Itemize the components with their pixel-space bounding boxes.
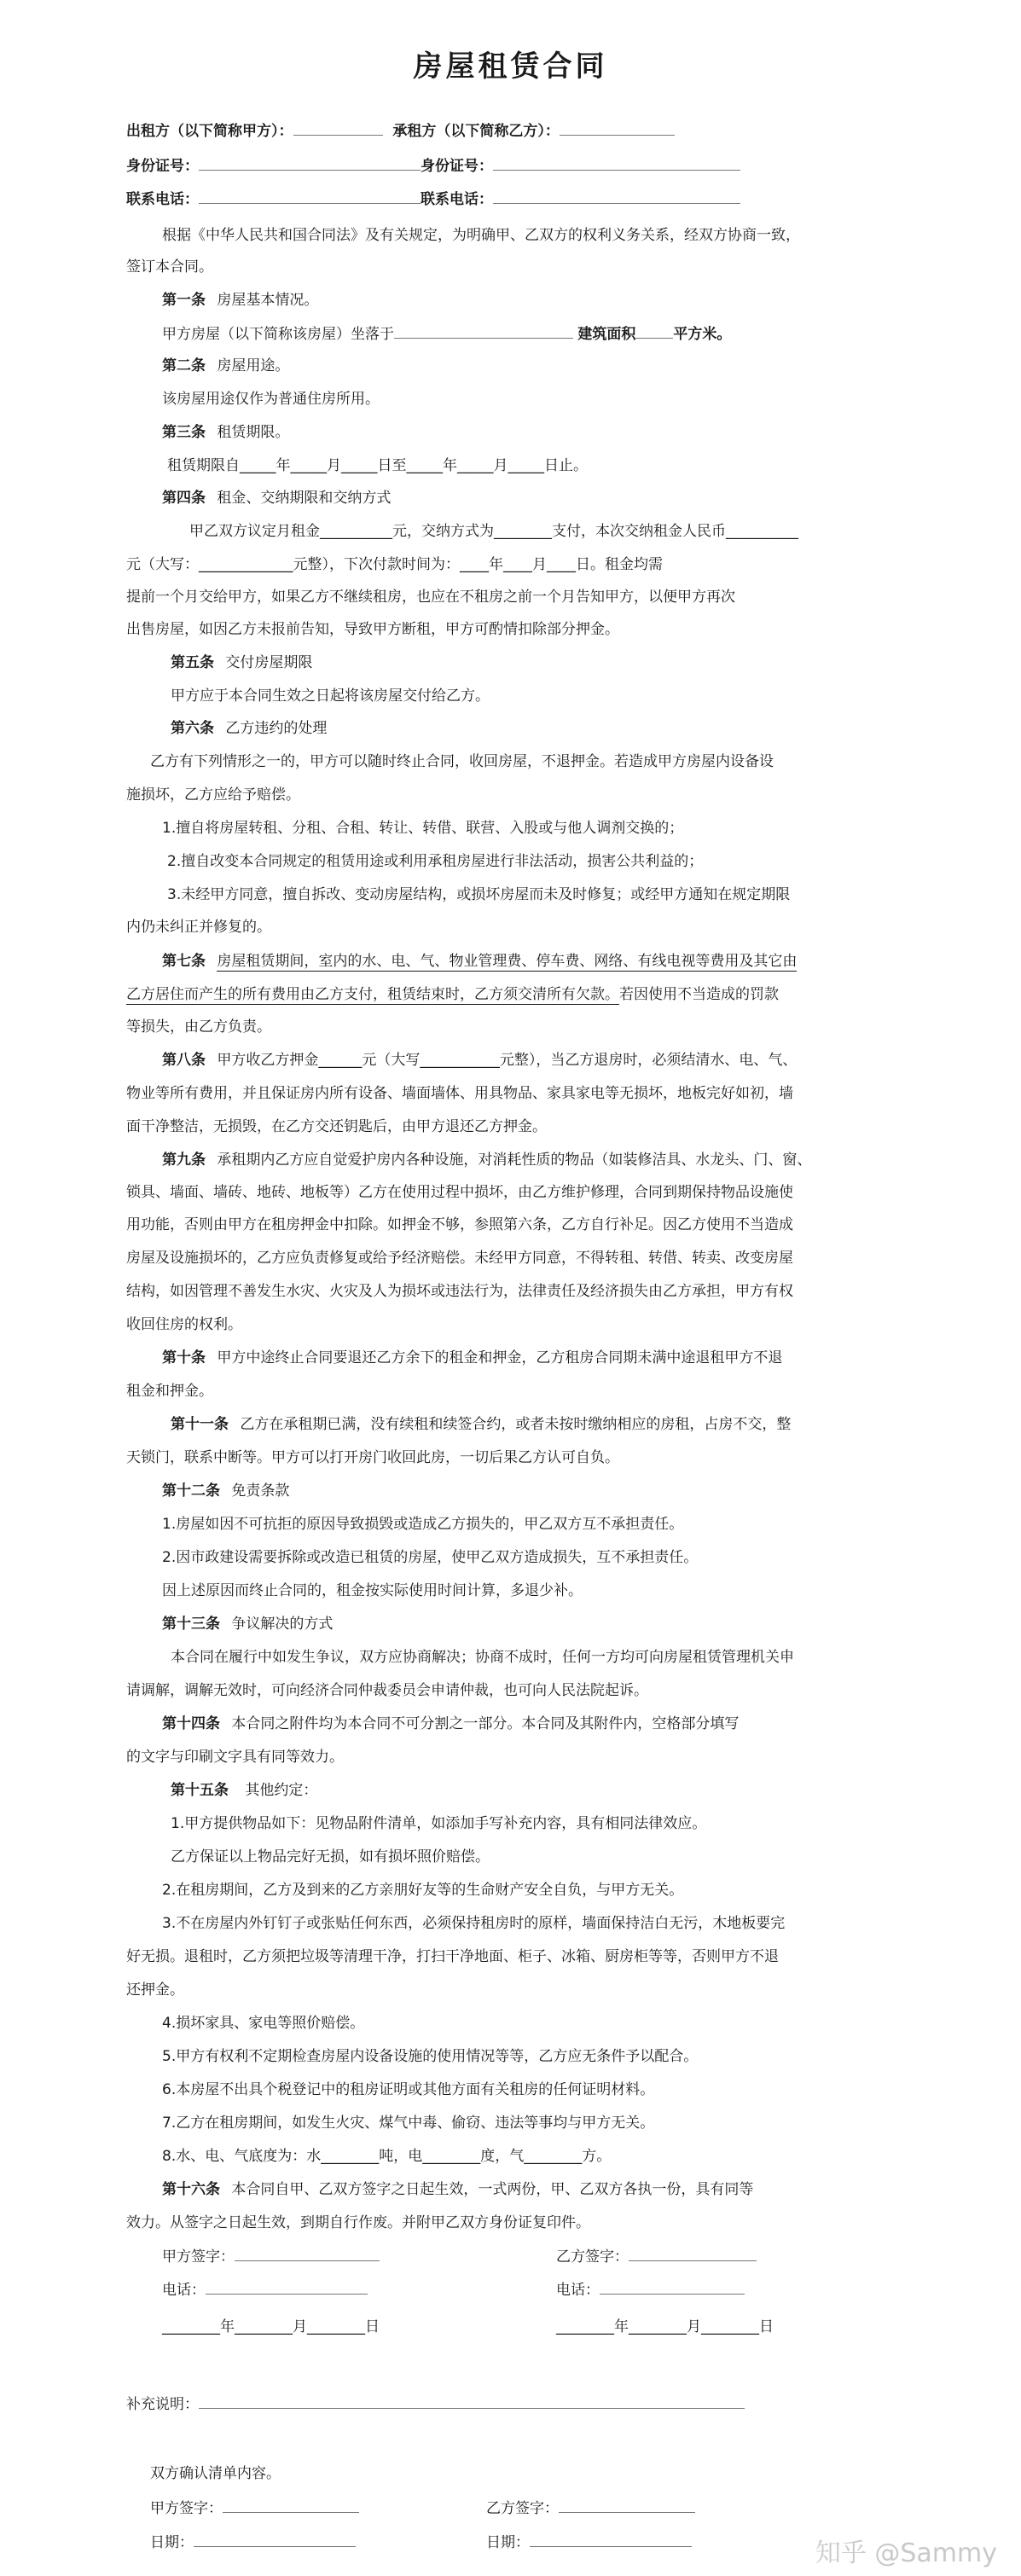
- article-7-line-2: [126, 985, 779, 1005]
- article-2-text: 该房屋用途仅作为普通住房所用。: [162, 391, 380, 408]
- article-4-title: 租金、交纳期限和交纳方式: [217, 490, 392, 507]
- article-14-text-1: 本合同之附件均为本合同不可分割之一部分。本合同及其附件内，空格部分填写: [231, 1715, 740, 1732]
- article-7-number: 第七条: [162, 953, 206, 970]
- article-15-title: 其他约定：: [245, 1782, 318, 1799]
- lessee-blank[interactable]: [560, 121, 675, 136]
- article-7-underlined-1: 房屋租赁期间，室内的水、电、气、物业管理费、停车费、网络、有线电视等费用及其它由: [217, 953, 798, 970]
- confirm-date-b-blank[interactable]: [530, 2532, 692, 2547]
- article-4-line-4: 出售房屋，如因乙方未报前告知，导致甲方断租，甲方可酌情扣除部分押金。: [126, 621, 619, 638]
- article-15-heading: [171, 1781, 317, 1800]
- article-16-line-2: 效力。从签字之日起生效，到期自行作废。并附甲乙双方身份证复印件。: [126, 2214, 590, 2231]
- article-10-number: 第十条: [162, 1349, 206, 1366]
- header-lessor-row: [126, 121, 675, 141]
- party-b-phone-row: [556, 2280, 745, 2300]
- page-title: 房屋租赁合同: [413, 49, 608, 84]
- phone-blank-b[interactable]: [493, 189, 740, 204]
- id-label-b: 身份证号：: [421, 158, 493, 175]
- article-9-text-1: 承租期内乙方应自觉爱护房内各种设施，对消耗性质的物品（如装修洁具、水龙头、门、窗、: [217, 1152, 812, 1169]
- article-9-number: 第九条: [162, 1152, 206, 1169]
- article-15-item-1b: 乙方保证以上物品完好无损，如有损坏照价赔偿。: [171, 1848, 490, 1865]
- confirm-date-a-blank[interactable]: [194, 2532, 356, 2547]
- article-12-number: 第十二条: [162, 1482, 220, 1500]
- party-a-phone-row: [162, 2280, 368, 2300]
- party-a-sign-label: 甲方签字：: [162, 2248, 235, 2266]
- article-11-line-1: [171, 1415, 791, 1434]
- confirm-party-b-row: [486, 2498, 695, 2518]
- article-5-heading: [171, 653, 312, 672]
- supplement-label: 补充说明：: [126, 2396, 199, 2413]
- article-2-number: 第二条: [162, 357, 206, 374]
- article-15-number: 第十五条: [171, 1782, 229, 1799]
- article-14-line-1: [162, 1714, 739, 1733]
- id-label-a: 身份证号：: [126, 158, 199, 175]
- article-4-line-1: 甲乙双方议定月租金__________元，交纳方式为________支付，本次交纳租金人民币__________: [189, 523, 798, 540]
- article-12-heading: [162, 1482, 289, 1500]
- party-b-phone-blank[interactable]: [600, 2280, 745, 2295]
- article-7-rest: 若因使用不当造成的罚款: [619, 986, 779, 1003]
- article-4-number: 第四条: [162, 490, 206, 507]
- article-11-line-2: 天锁门，联系中断等。甲方可以打开房门收回此房，一切后果乙方认可自负。: [126, 1449, 619, 1466]
- article-6-item-3a: 3.未经甲方同意，擅自拆改、变动房屋结构，或损坏房屋而未及时修复；或经甲方通知在规定期限: [167, 886, 791, 903]
- party-b-date: ________年________月________日: [556, 2318, 774, 2335]
- party-a-sign-blank[interactable]: [235, 2247, 380, 2261]
- article-15-item-5: 5.甲方有权利不定期检查房屋内设备设施的使用情况等等，乙方应无条件予以配合。: [162, 2048, 699, 2065]
- article-8-text-1: 甲方收乙方押金______元（大写___________元整），当乙方退房时，必须结清水、电、气、: [217, 1052, 798, 1069]
- confirm-date-b-row: [486, 2532, 692, 2552]
- article-15-item-7: 7.乙方在租房期间，如发生火灾、煤气中毒、偷窃、违法等事均与甲方无关。: [162, 2115, 655, 2132]
- party-a-date: ________年________月________日: [162, 2318, 380, 2335]
- article-3-title: 租赁期限。: [217, 424, 290, 441]
- header-phone-row: [126, 189, 740, 209]
- article-7-line-3: 等损失，由乙方负责。: [126, 1018, 271, 1036]
- area-blank[interactable]: [635, 324, 673, 339]
- article-13-heading: [162, 1615, 333, 1633]
- confirm-party-a-row: [150, 2498, 359, 2518]
- article-6-line-1: 乙方有下列情形之一的，甲方可以随时终止合同，收回房屋，不退押金。若造成甲方房屋内设备设: [150, 753, 774, 770]
- article-1-title: 房屋基本情况。: [217, 292, 319, 309]
- article-7-underlined-2: 乙方居住而产生的所有费用由乙方支付，租赁结束时，乙方须交清所有欠款。: [126, 986, 619, 1003]
- area-unit: 平方米。: [673, 326, 732, 343]
- article-12-item-1: 1.房屋如因不可抗拒的原因导致损毁或造成乙方损失的，甲乙双方互不承担责任。: [162, 1516, 684, 1533]
- article-9-line-3: 用功能，否则由甲方在租房押金中扣除。如押金不够，参照第六条，乙方自行补足。因乙方使用不当造成: [126, 1216, 793, 1233]
- article-15-item-4: 4.损坏家具、家电等照价赔偿。: [162, 2015, 365, 2032]
- article-5-number: 第五条: [171, 654, 214, 671]
- article-3-text: 租赁期限自_____年_____月_____日至_____年_____月_____日止。: [167, 457, 588, 474]
- phone-blank-a[interactable]: [199, 189, 421, 204]
- article-12-item-2: 2.因市政建设需要拆除或改造已租赁的房屋，使甲乙双方造成损失，互不承担责任。: [162, 1549, 699, 1566]
- article-16-number: 第十六条: [162, 2181, 220, 2198]
- article-10-text-1: 甲方中途终止合同要退还乙方余下的租金和押金，乙方租房合同期未满中途退租甲方不退: [217, 1349, 783, 1366]
- phone-label-a: 联系电话：: [126, 191, 199, 208]
- article-6-item-2: 2.擅自改变本合同规定的租赁用途或利用承租房屋进行非法活动，损害公共利益的；: [167, 853, 704, 870]
- article-5-title: 交付房屋期限: [225, 654, 313, 671]
- article-9-line-1: [162, 1151, 811, 1169]
- article-15-item-2: 2.在租房期间，乙方及到来的乙方亲朋好友等的生命财产安全自负，与甲方无关。: [162, 1882, 684, 1899]
- article-11-number: 第十一条: [171, 1416, 229, 1433]
- header-id-row: [126, 156, 740, 176]
- article-15-item-8: 8.水、电、气底度为：水________吨，电________度，气________方。: [162, 2148, 612, 2165]
- article-15-item-3c: 还押金。: [126, 1981, 184, 1999]
- article-8-line-2: 物业等所有费用，并且保证房内所有设备、墙面墙体、用具物品、家具家电等无损坏，地板完好如初，墙: [126, 1085, 793, 1102]
- party-b-phone-label: 电话：: [556, 2282, 600, 2299]
- location-blank[interactable]: [394, 324, 573, 339]
- article-4-line-2: 元（大写：_____________元整），下次付款时间为：____年____月____日。租金均需: [126, 556, 663, 573]
- article-13-line-1: 本合同在履行中如发生争议，双方应协商解决；协商不成时，任何一方均可向房屋租赁管理机关申: [171, 1649, 794, 1666]
- article-10-line-1: [162, 1349, 782, 1367]
- article-2-title: 房屋用途。: [217, 357, 290, 374]
- supplement-row: [126, 2394, 745, 2414]
- article-13-line-2: 请调解，调解无效时，可向经济合同仲裁委员会申请仲裁，也可向人民法院起诉。: [126, 1682, 648, 1699]
- article-6-item-1: 1.擅自将房屋转租、分租、合租、转让、转借、联营、入股或与他人调剂交换的；: [162, 820, 684, 837]
- article-9-line-2: 锁具、墙面、墙砖、地砖、地板等）乙方在使用过程中损坏，由乙方维护修理，合同到期保持物品设施使: [126, 1184, 793, 1201]
- article-3-heading: [162, 423, 289, 442]
- article-9-line-6: 收回住房的权利。: [126, 1316, 242, 1333]
- confirm-date-a-label: 日期：: [150, 2534, 194, 2551]
- article-8-line-3: 面干净整洁，无损毁，在乙方交还钥匙后，由甲方退还乙方押金。: [126, 1118, 547, 1135]
- article-1-text: [162, 324, 731, 344]
- supplement-blank[interactable]: [199, 2394, 745, 2409]
- party-a-phone-label: 电话：: [162, 2282, 206, 2299]
- confirm-date-a-row: [150, 2532, 356, 2552]
- article-15-item-3b: 好无损。退租时，乙方须把垃圾等清理干净，打扫干净地面、柜子、冰箱、厨房柜等等，否则甲方不退: [126, 1948, 779, 1965]
- article-13-number: 第十三条: [162, 1616, 220, 1633]
- party-b-sign-label: 乙方签字：: [556, 2248, 629, 2266]
- confirm-text: 双方确认清单内容。: [150, 2465, 281, 2482]
- article-8-number: 第八条: [162, 1052, 206, 1069]
- party-b-signature-row: [556, 2247, 757, 2266]
- party-a-signature-row: [162, 2247, 380, 2266]
- article-6-line-2: 施损坏，乙方应给予赔偿。: [126, 786, 300, 804]
- article-16-text-1: 本合同自甲、乙双方签字之日起生效，一式两份，甲、乙双方各执一份，具有同等: [231, 2181, 754, 2198]
- lessor-label: 出租方（以下简称甲方）：: [126, 123, 293, 140]
- confirm-date-b-label: 日期：: [486, 2534, 530, 2551]
- watermark: 知乎 @Sammy: [815, 2538, 997, 2568]
- article-6-item-3b: 内仍未纠正并修复的。: [126, 919, 271, 936]
- article-14-line-2: 的文字与印刷文字具有同等效力。: [126, 1749, 344, 1766]
- confirm-party-b-blank[interactable]: [559, 2498, 695, 2513]
- id-blank-b[interactable]: [493, 156, 740, 171]
- article-7-line-1: [162, 952, 797, 972]
- article-1-heading: [162, 291, 318, 310]
- party-a-phone-blank[interactable]: [206, 2280, 368, 2295]
- article-6-number: 第六条: [171, 720, 214, 737]
- preamble-line-2: 签订本合同。: [126, 258, 213, 276]
- article-2-heading: [162, 357, 289, 375]
- article-12-title: 免责条款: [231, 1482, 290, 1500]
- article-4-heading: [162, 489, 391, 508]
- article-6-title: 乙方违约的处理: [225, 720, 328, 737]
- article-4-line-3: 提前一个月交给甲方，如果乙方不继续租房，也应在不租房之前一个月告知甲方，以便甲方再次: [126, 589, 735, 606]
- preamble-line-1: 根据《中华人民共和国合同法》及有关规定，为明确甲、乙双方的权利义务关系，经双方协商一致，: [162, 227, 800, 244]
- lessor-blank[interactable]: [293, 121, 383, 136]
- article-1-location-label: 甲方房屋（以下简称该房屋）坐落于: [162, 326, 394, 343]
- article-16-line-1: [162, 2180, 753, 2199]
- article-5-text: 甲方应于本合同生效之日起将该房屋交付给乙方。: [171, 688, 490, 705]
- article-11-text-1: 乙方在承租期已满，没有续租和续签合约，或者未按时缴纳相应的房租，占房不交，整: [240, 1416, 792, 1433]
- article-15-item-1: 1.甲方提供物品如下：见物品附件清单，如添加手写补充内容，具有相同法律效应。: [171, 1815, 707, 1832]
- article-9-line-5: 结构，如因管理不善发生水灾、火灾及人为损坏或违法行为，法律责任及经济损失由乙方承担，甲方有权: [126, 1283, 793, 1300]
- article-1-number: 第一条: [162, 292, 206, 309]
- article-13-title: 争议解决的方式: [231, 1616, 334, 1633]
- article-6-heading: [171, 719, 327, 738]
- phone-label-b: 联系电话：: [421, 191, 493, 208]
- article-9-line-4: 房屋及设施损坏的，乙方应负责修复或给予经济赔偿。未经甲方同意，不得转租、转借、转卖、改变房屋: [126, 1250, 793, 1267]
- article-15-item-3a: 3.不在房屋内外钉钉子或张贴任何东西，必须保持租房时的原样，墙面保持洁白无污，木地板要完: [162, 1915, 786, 1932]
- id-blank-a[interactable]: [199, 156, 421, 171]
- party-b-sign-blank[interactable]: [629, 2247, 757, 2261]
- article-14-number: 第十四条: [162, 1715, 220, 1732]
- article-8-line-1: [162, 1051, 797, 1070]
- article-10-line-2: 租金和押金。: [126, 1383, 213, 1400]
- article-12-item-3: 因上述原因而终止合同的，租金按实际使用时间计算，多退少补。: [162, 1582, 583, 1599]
- article-3-number: 第三条: [162, 424, 206, 441]
- area-label: 建筑面积: [577, 326, 636, 343]
- confirm-party-a-blank[interactable]: [223, 2498, 359, 2513]
- confirm-party-b-label: 乙方签字：: [486, 2500, 559, 2517]
- lessee-label: 承租方（以下简称乙方）：: [392, 123, 560, 140]
- confirm-party-a-label: 甲方签字：: [150, 2500, 223, 2517]
- article-15-item-6: 6.本房屋不出具个税登记中的租房证明或其他方面有关租房的任何证明材料。: [162, 2081, 655, 2098]
